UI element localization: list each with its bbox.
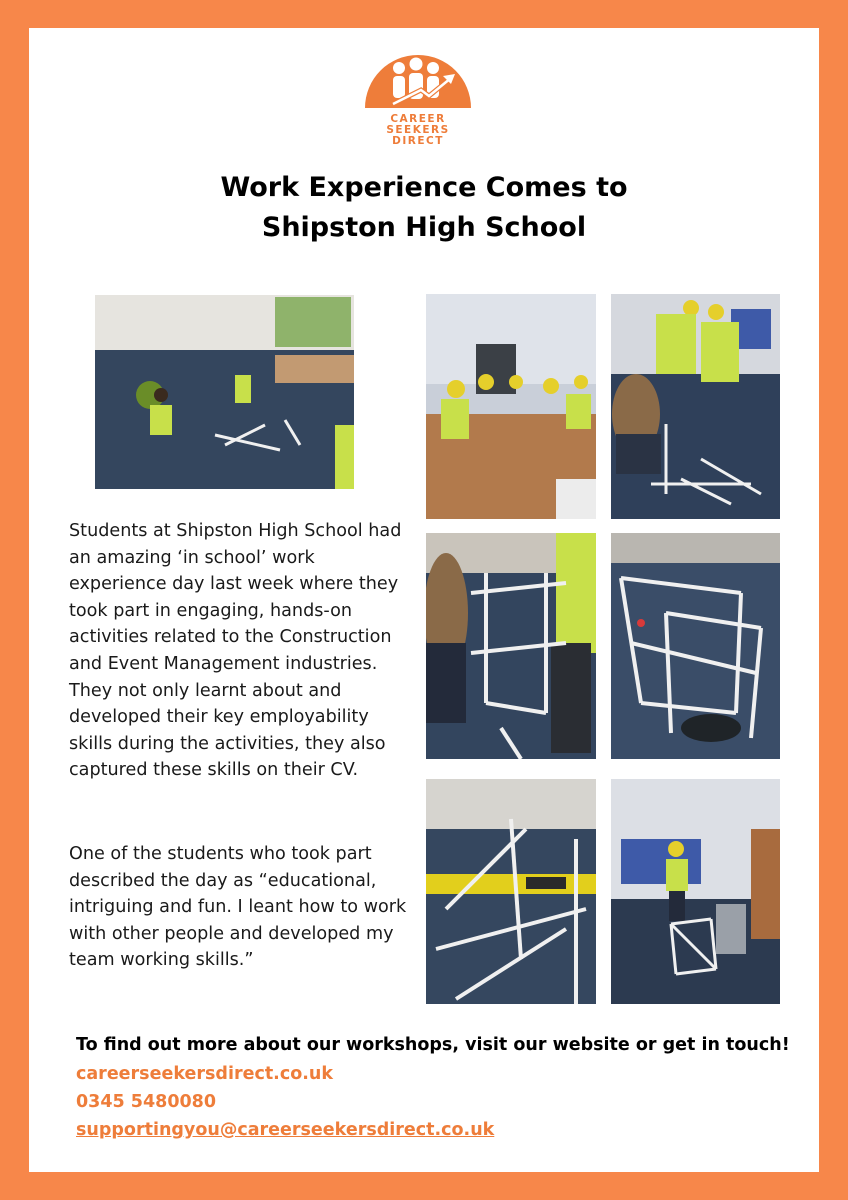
logo-text-line3: DIRECT (392, 135, 444, 147)
logo-text-line1: CAREER (390, 113, 446, 125)
photo-classroom-floor (95, 295, 354, 489)
body-paragraph-2: One of the students who took part described the day as “educational, intriguing and fun. I leant how to work with other people and developed my team working skills.” (69, 844, 407, 971)
phone-link[interactable]: 0345 5480080 (76, 1092, 217, 1112)
footer-call-to-action: To find out more about our workshops, visit our website or get in touch! (76, 1035, 790, 1055)
photo-spirit-level (426, 779, 596, 1004)
career-seekers-direct-logo (363, 46, 473, 148)
logo-text-line2: SEEKERS (386, 124, 450, 136)
photo-pipe-cube (611, 533, 780, 759)
body-paragraph-1: Students at Shipston High School had an amazing ‘in school’ work experience day last week where they took part in engaging, hands-on activities related to the Construction and Event Management industries. They not only learnt about and developed their key employability skills during the activities, they also captured these skills on their CV. (69, 521, 402, 781)
title-line1: Work Experience Comes to (220, 172, 628, 203)
email-link[interactable]: supportingyou@careerseekersdirect.co.uk (76, 1120, 495, 1140)
photo-student-with-frame (611, 779, 780, 1004)
photo-pipe-frame-student (426, 533, 596, 759)
flyer-page (29, 28, 819, 1172)
photo-students-building (611, 294, 780, 519)
page-title (29, 168, 819, 248)
photo-table-group (426, 294, 596, 519)
title-line2: Shipston High School (261, 212, 587, 243)
people-arrow-logo-icon (363, 46, 473, 116)
website-link[interactable]: careerseekersdirect.co.uk (76, 1064, 333, 1084)
